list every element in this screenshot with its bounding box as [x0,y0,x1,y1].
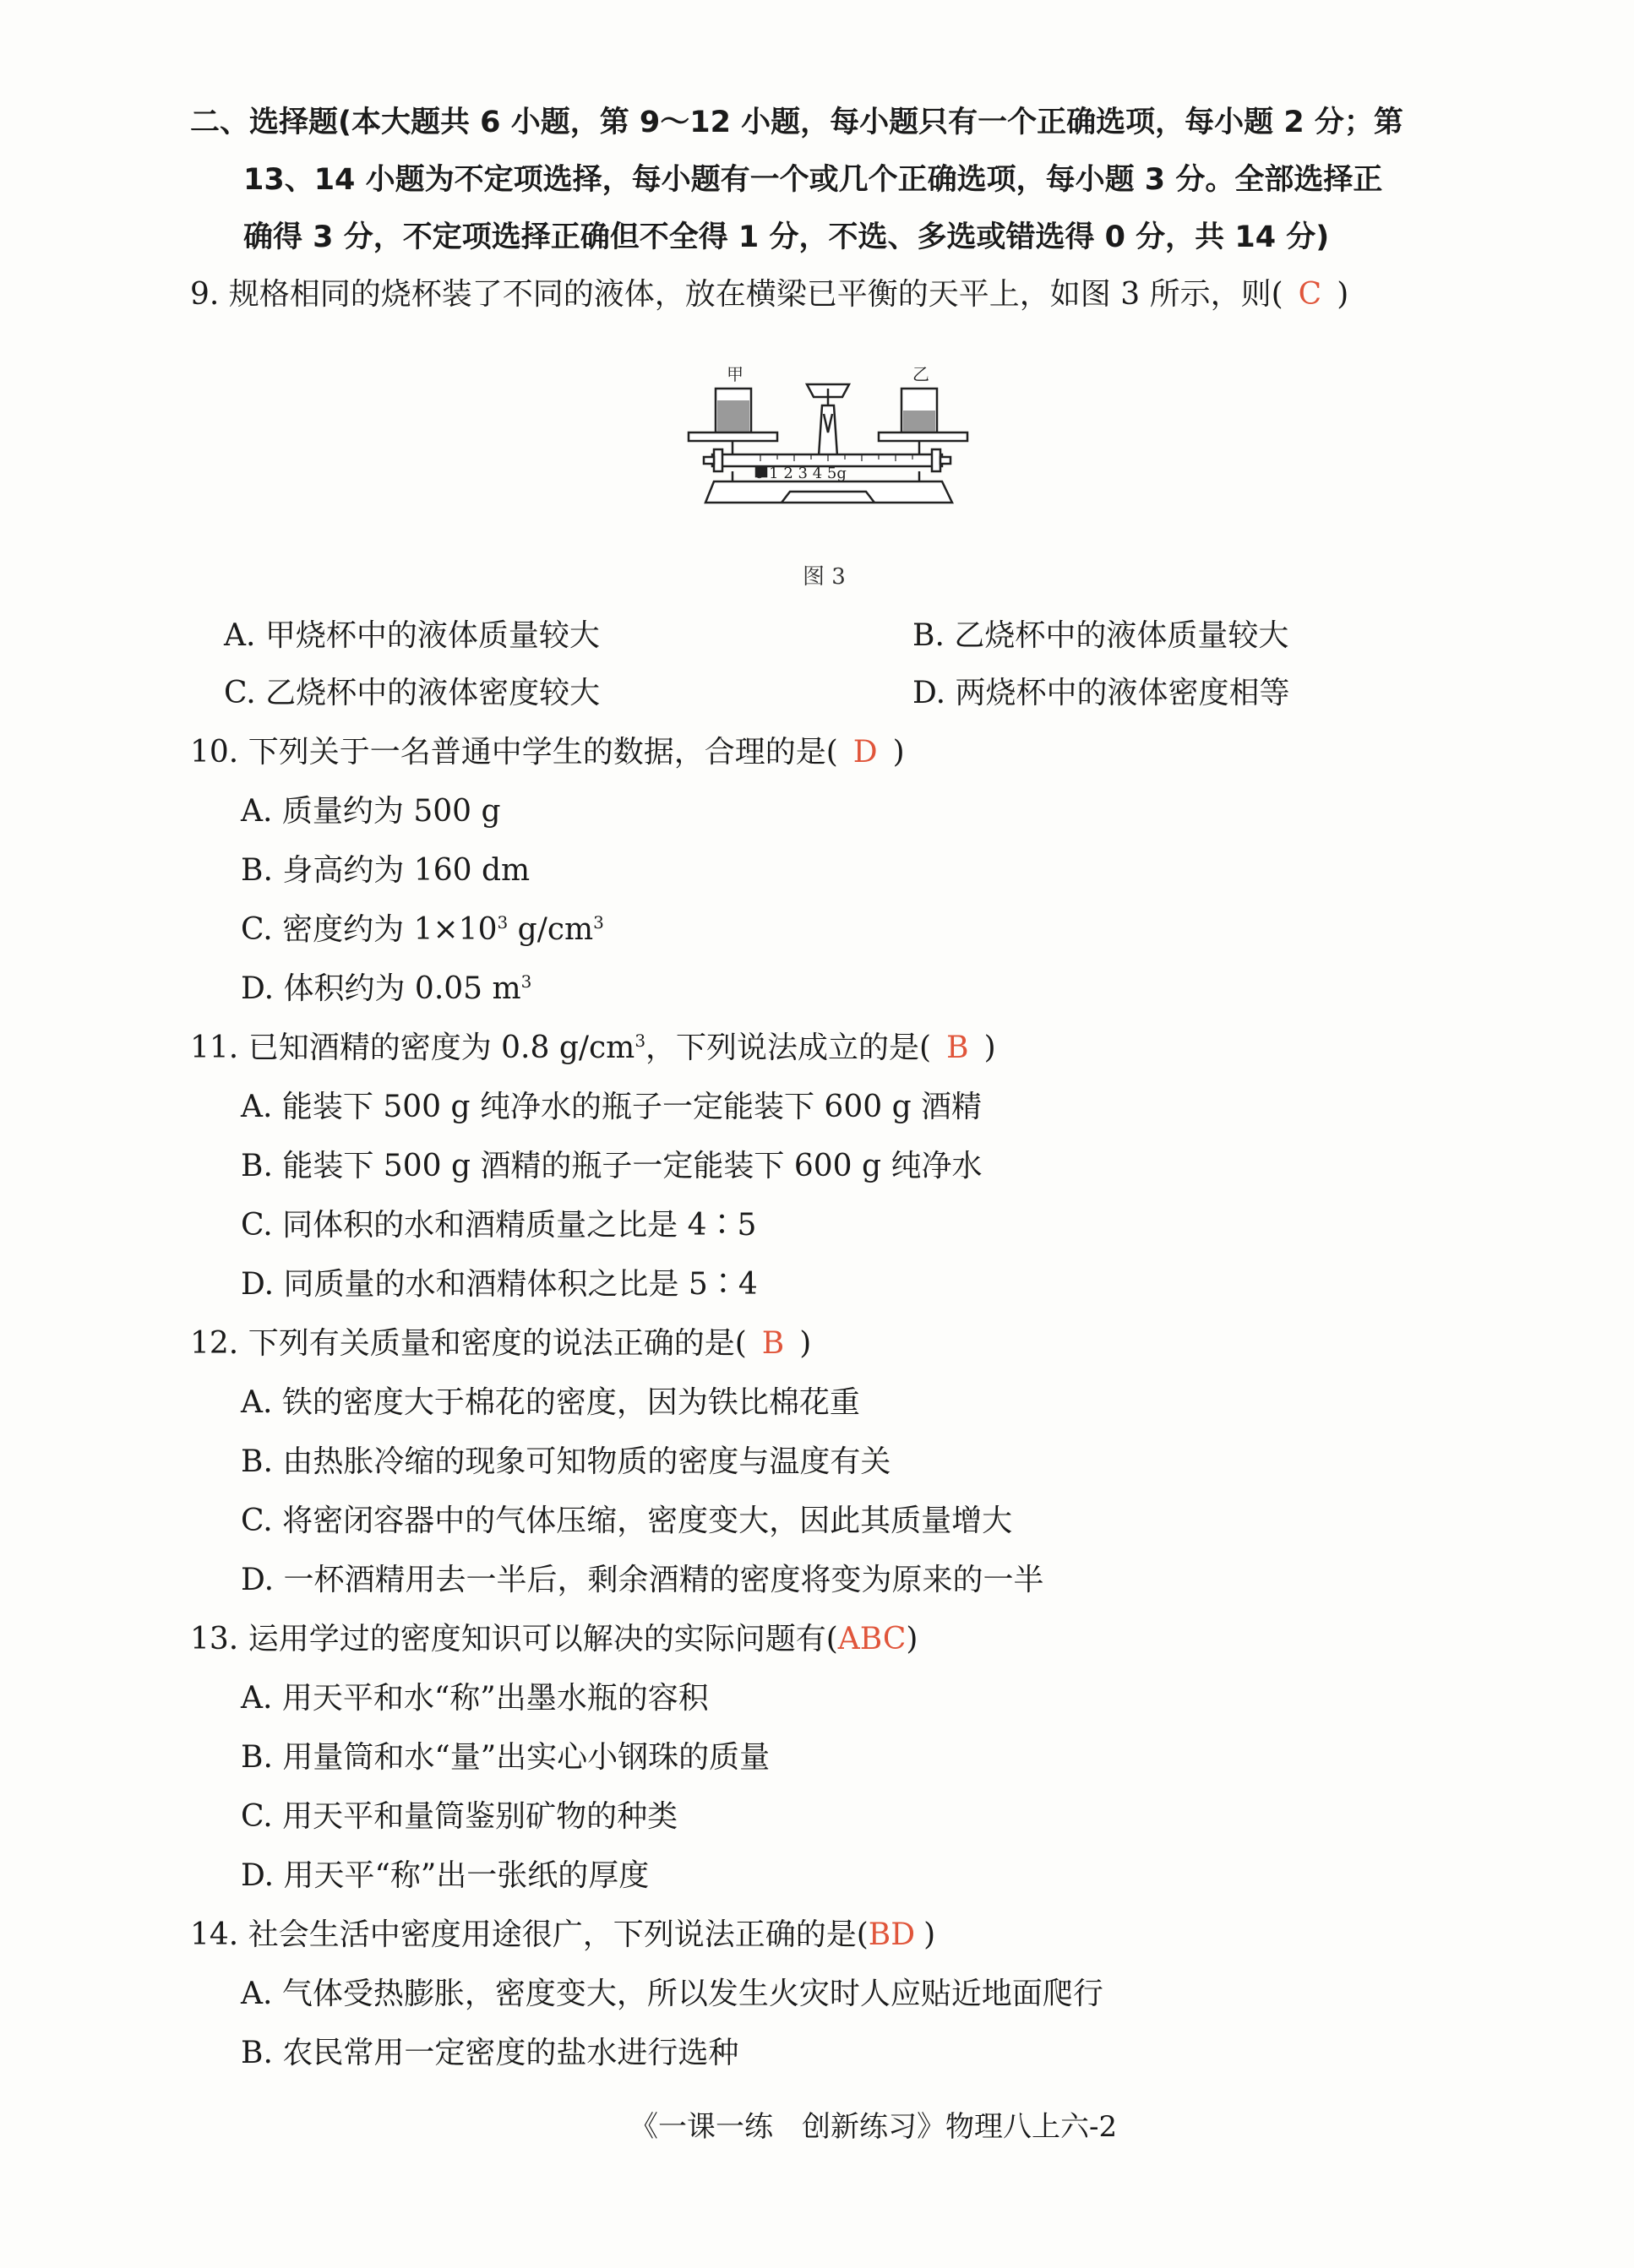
q12-option-b: B. 由热胀冷缩的现象可知物质的密度与温度有关 [241,1444,891,1479]
q11-option-b: B. 能装下 500 g 酒精的瓶子一定能装下 600 g 纯净水 [241,1149,983,1183]
q9-option-a: A. 甲烧杯中的液体质量较大 [224,618,600,653]
page-footer: 《一课一练 创新练习》物理八上六-2 [629,2110,1118,2144]
question-14: 14. 社会生活中密度用途很广，下列说法正确的是(BD ) [190,1917,936,1952]
question-13-answer: ABC [837,1622,907,1656]
question-14-answer: BD [868,1917,916,1952]
q10-option-c: C. 密度约为 $1\times 10^3$ $g/cm^3$ [241,912,604,947]
q11-option-a: A. 能装下 500 g 纯净水的瓶子一定能装下 600 g 酒精 [241,1090,983,1124]
q10-option-b: B. 身高约为 160 dm [241,853,531,888]
q9-option-d: D. 两烧杯中的液体密度相等 [912,676,1290,710]
figure-3-caption: 图 3 [803,564,846,590]
beam-scale-labels: 0 1 2 3 4 5g [754,465,847,482]
balance-figure [680,355,976,536]
q11-option-d: D. 同质量的水和酒精体积之比是 5∶4 [241,1267,758,1302]
question-10-answer: D [852,735,878,770]
section-header-line2: 13、14 小题为不定项选择，每小题有一个或几个正确选项，每小题 3 分。全部选择正 [243,163,1383,197]
question-10-stem: 10. 下列关于一名普通中学生的数据，合理的是( [190,735,838,770]
question-9-answer: C [1298,277,1322,312]
question-13: 13. 运用学过的密度知识可以解决的实际问题有(ABC) [190,1622,918,1656]
q10-option-a: A. 质量约为 500 g [241,794,501,829]
q9-option-b: B. 乙烧杯中的液体质量较大 [912,618,1289,653]
beaker-right-label: 乙 [912,364,929,384]
question-12-answer: B [761,1326,785,1361]
question-12: 12. 下列有关质量和密度的说法正确的是( B ) [190,1326,812,1361]
q10-option-d: D. 体积约为 0.05 $m^3$ [241,971,532,1006]
q13-option-c: C. 用天平和量筒鉴别矿物的种类 [241,1799,678,1834]
question-10: 10. 下列关于一名普通中学生的数据，合理的是( D ) [190,735,905,770]
question-9: 9. 规格相同的烧杯装了不同的液体，放在横梁已平衡的天平上，如图 3 所示，则( C ) [190,277,1349,312]
q12-option-d: D. 一杯酒精用去一半后，剩余酒精的密度将变为原来的一半 [241,1563,1044,1597]
q13-option-d: D. 用天平“称”出一张纸的厚度 [241,1858,650,1893]
q13-option-b: B. 用量筒和水“量”出实心小钢珠的质量 [241,1740,771,1775]
section-header-line3: 确得 3 分，不定项选择正确但不全得 1 分，不选、多选或错选得 0 分，共 14 分) [243,220,1330,254]
q9-option-c: C. 乙烧杯中的液体密度较大 [224,676,601,710]
section-header-line1: 二、选择题(本大题共 6 小题，第 9～12 小题，每小题只有一个正确选项，每小题 2 分；第 [190,106,1403,139]
q14-option-b: B. 农民常用一定密度的盐水进行选种 [241,2036,739,2070]
question-9-stem: 9. 规格相同的烧杯装了不同的液体，放在横梁已平衡的天平上，如图 3 所示，则( [190,277,1283,312]
beaker-left-label: 甲 [727,364,743,384]
q11-option-c: C. 同体积的水和酒精质量之比是 4∶5 [241,1208,757,1243]
q14-option-a: A. 气体受热膨胀，密度变大，所以发生火灾时人应贴近地面爬行 [241,1977,1103,2011]
q13-option-a: A. 用天平和水“称”出墨水瓶的容积 [241,1681,709,1716]
question-11-answer: B [946,1031,969,1065]
q12-option-a: A. 铁的密度大于棉花的密度，因为铁比棉花重 [241,1385,860,1420]
question-11: 11. 已知酒精的密度为 0.8 $g/cm^3$，下列说法成立的是( B ) [190,1031,996,1065]
q12-option-c: C. 将密闭容器中的气体压缩，密度变大，因此其质量增大 [241,1504,1013,1538]
